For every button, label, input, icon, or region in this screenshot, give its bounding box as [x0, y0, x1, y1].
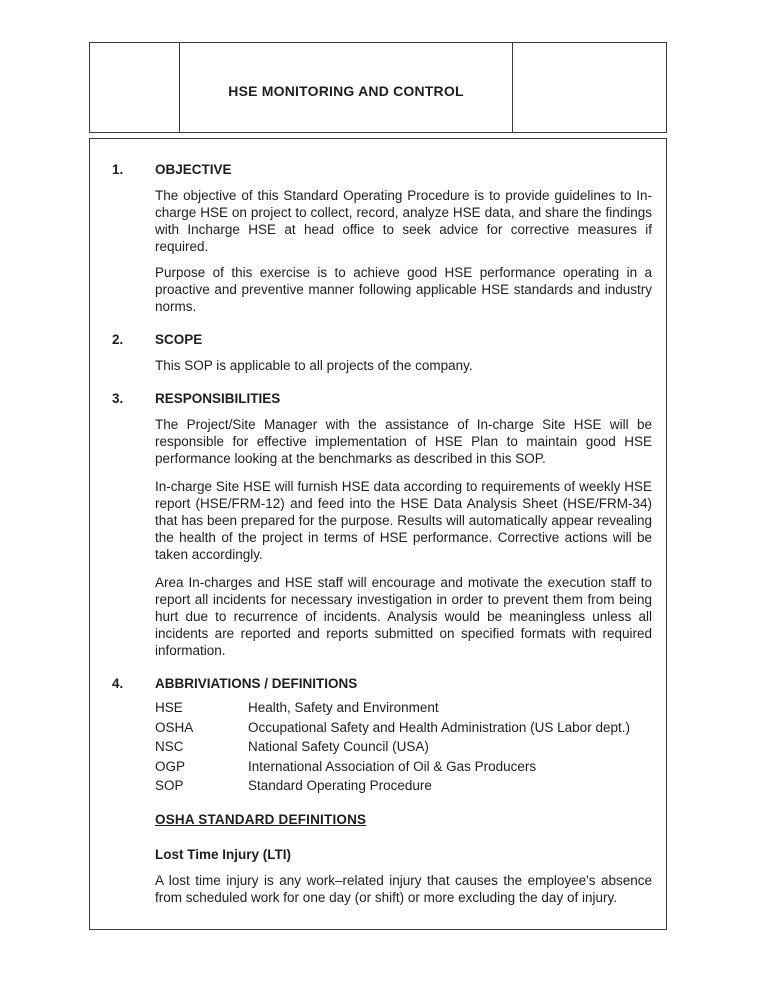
definition-meaning: Standard Operating Procedure — [248, 778, 432, 793]
section-number: 3. — [112, 391, 124, 406]
header-cell-docinfo — [513, 43, 666, 132]
content-box — [89, 138, 667, 930]
paragraph: Area In-charges and HSE staff will encourage and motivate the execution staff to report all incidents for necessary investigation in order to prevent them from being hurt due to recurrence of incidents. Analysis would be meaningless unless all incidents are reported and reports submitted on specified formats with required information. — [155, 575, 652, 658]
definition-meaning: International Association of Oil & Gas Producers — [248, 758, 537, 774]
section-responsibilities — [112, 390, 652, 659]
definition-row — [155, 718, 652, 738]
document-title: HSE MONITORING AND CONTROL — [228, 82, 464, 99]
lost-time-injury-heading: Lost Time Injury (LTI) — [155, 846, 292, 862]
document-page — [89, 42, 667, 930]
header-table — [89, 42, 667, 133]
definition-row — [155, 737, 652, 757]
section-number: 1. — [112, 162, 124, 177]
section-heading: SCOPE — [155, 332, 203, 347]
definition-term: SOP — [155, 778, 184, 793]
paragraph: In-charge Site HSE will furnish HSE data according to requirements of weekly HSE report (HSE/FRM-12) and feed into the HSE Data Analysis Sheet (HSE/FRM-34) that has been prepared for the purpose. Results will automatically appear revealing the health of the project in terms of HSE performance. Corrective actions will be taken accordingly. — [155, 479, 652, 562]
definition-term: HSE — [155, 700, 183, 715]
definition-row — [155, 698, 652, 718]
section-heading: RESPONSIBILITIES — [155, 391, 281, 406]
paragraph: The Project/Site Manager with the assistance of In-charge Site HSE will be responsible for effective implementation of HSE Plan to maintain good HSE performance looking at the benchmarks as described in this SOP. — [155, 417, 652, 466]
definition-meaning: National Safety Council (USA) — [248, 739, 429, 754]
section-number: 2. — [112, 332, 124, 347]
definition-row — [155, 776, 652, 796]
definition-term: OGP — [155, 758, 186, 774]
section-heading: OBJECTIVE — [155, 162, 232, 177]
paragraph: A lost time injury is any work–related injury that causes the employee's absence from scheduled work for one day (or shift) or more excluding the day of injury. — [155, 872, 652, 905]
definitions-list — [155, 698, 652, 796]
section-abbreviations — [112, 675, 652, 906]
definition-row — [155, 757, 652, 777]
section-scope — [112, 331, 652, 374]
definition-term: OSHA — [155, 719, 194, 735]
section-objective — [112, 161, 652, 315]
paragraph: This SOP is applicable to all projects of the company. — [155, 358, 473, 373]
paragraph: The objective of this Standard Operating Procedure is to provide guidelines to In-charge HSE on project to collect, record, analyze HSE data, and share the findings with Incharge HSE at head office to seek advice for corrective measures if required. — [155, 188, 652, 254]
definition-meaning: Occupational Safety and Health Administration (US Labor dept.) — [248, 719, 630, 735]
paragraph: Purpose of this exercise is to achieve good HSE performance operating in a proactive and preventive manner following applicable HSE standards and industry norms. — [155, 265, 652, 314]
header-cell-logo — [90, 43, 180, 132]
definition-term: NSC — [155, 739, 184, 754]
definition-meaning: Health, Safety and Environment — [248, 700, 439, 715]
section-number: 4. — [112, 676, 124, 691]
header-cell-title — [180, 43, 513, 132]
section-heading: ABBRIVIATIONS / DEFINITIONS — [155, 676, 358, 691]
osha-standard-definitions-heading: OSHA STANDARD DEFINITIONS — [155, 811, 367, 827]
